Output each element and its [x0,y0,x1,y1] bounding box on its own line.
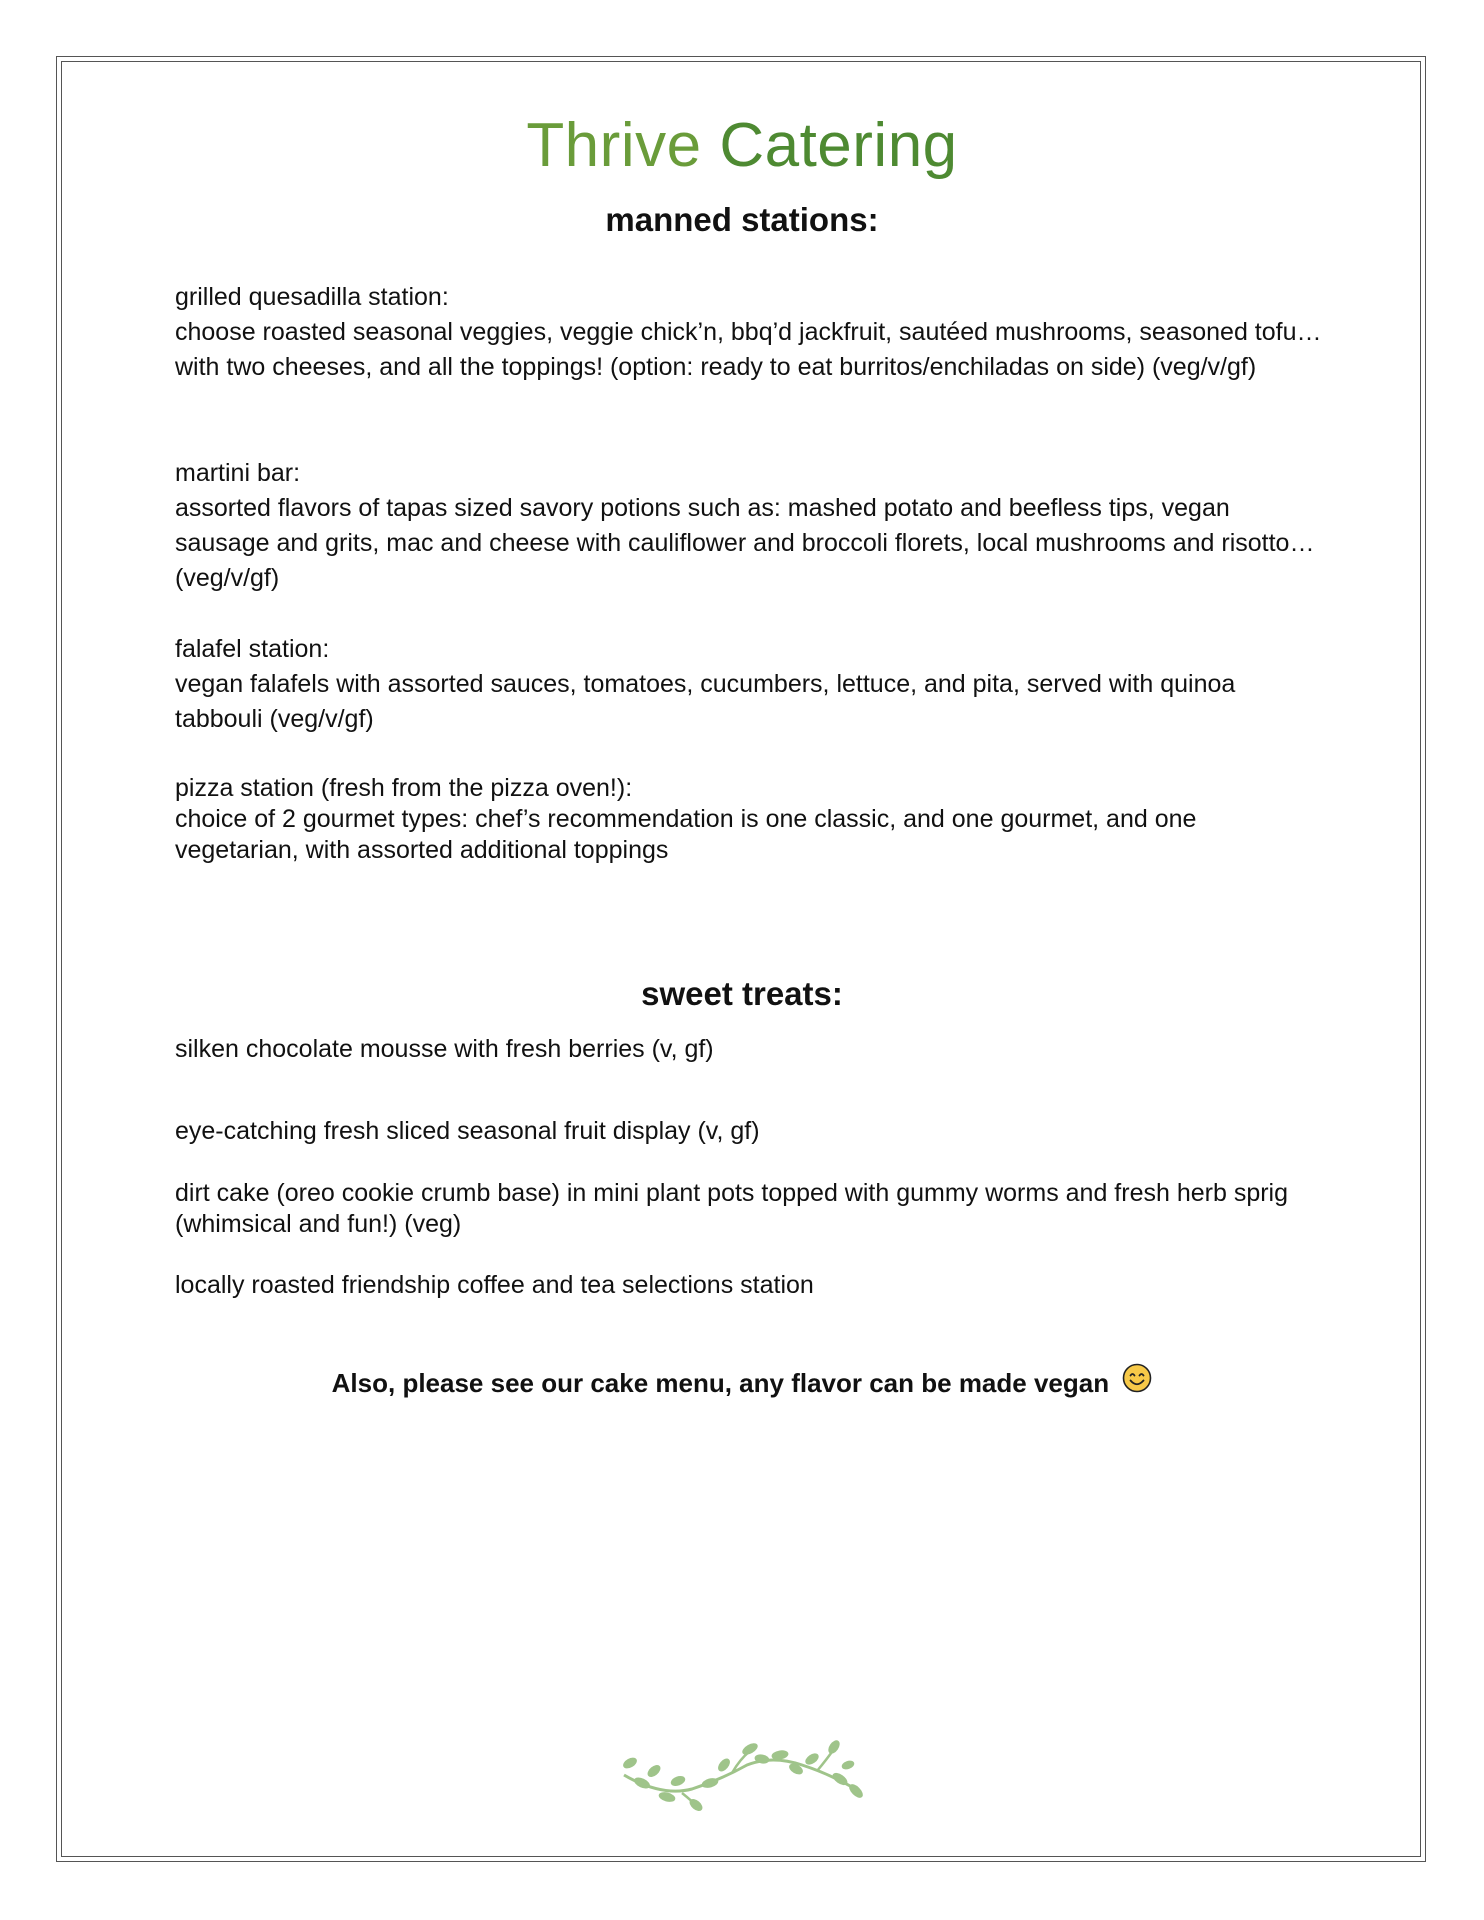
brand-name-part1: Thrive [526,111,702,180]
manned-stations-title: manned stations: [605,201,879,238]
menu-item-description: choose roasted seasonal veggies, veggie chick’n, bbq’d jackfruit, sautéed mushrooms, seasoned tofu… with two cheeses, and all the toppings! (option: ready to eat burritos/enchiladas on side) (veg/v/gf) [175,318,1322,381]
closing-note [0,1365,1484,1402]
brand-logo [0,108,1484,184]
brand-name-part2: Catering [719,111,958,180]
sweet-treats-title: sweet treats: [641,975,843,1012]
menu-item-quesadilla [175,280,1325,385]
menu-item-martini-bar [175,456,1325,596]
sweet-item-mousse: silken chocolate mousse with fresh berries (v, gf) [175,1035,714,1063]
menu-item-label: pizza station (fresh from the pizza oven!): [175,774,633,802]
menu-item-label: martini bar: [175,459,301,487]
sweet-item-coffee-tea: locally roasted friendship coffee and tea selections station [175,1271,814,1299]
menu-item-description: assorted flavors of tapas sized savory potions such as: mashed potato and beefless tips, vegan sausage and grits, mac and cheese with cauliflower and broccoli florets, local mushrooms and risotto… (veg/v/gf) [175,494,1315,592]
menu-item-label: falafel station: [175,635,330,663]
menu-item-description: vegan falafels with assorted sauces, tomatoes, cucumbers, lettuce, and pita, served with quinoa tabbouli (veg/v/gf) [175,670,1236,733]
sweet-item-fruit-display: eye-catching fresh sliced seasonal fruit display (v, gf) [175,1117,760,1145]
smiling-face-icon [1122,1363,1152,1402]
menu-item-description: choice of 2 gourmet types: chef’s recommendation is one classic, and one gourmet, and one vegetarian, with assorted additional toppings [175,805,1197,864]
menu-item-label: grilled quesadilla station: [175,283,449,311]
closing-note-text: Also, please see our cake menu, any flavor can be made vegan [331,1368,1110,1398]
sweet-item-dirt-cake: dirt cake (oreo cookie crumb base) in mini plant pots topped with gummy worms and fresh herb sprig (whimsical and fun!) (veg) [175,1179,1289,1238]
menu-item-pizza [175,773,1325,866]
vine-icon [612,1735,872,1820]
menu-item-falafel [175,632,1325,737]
